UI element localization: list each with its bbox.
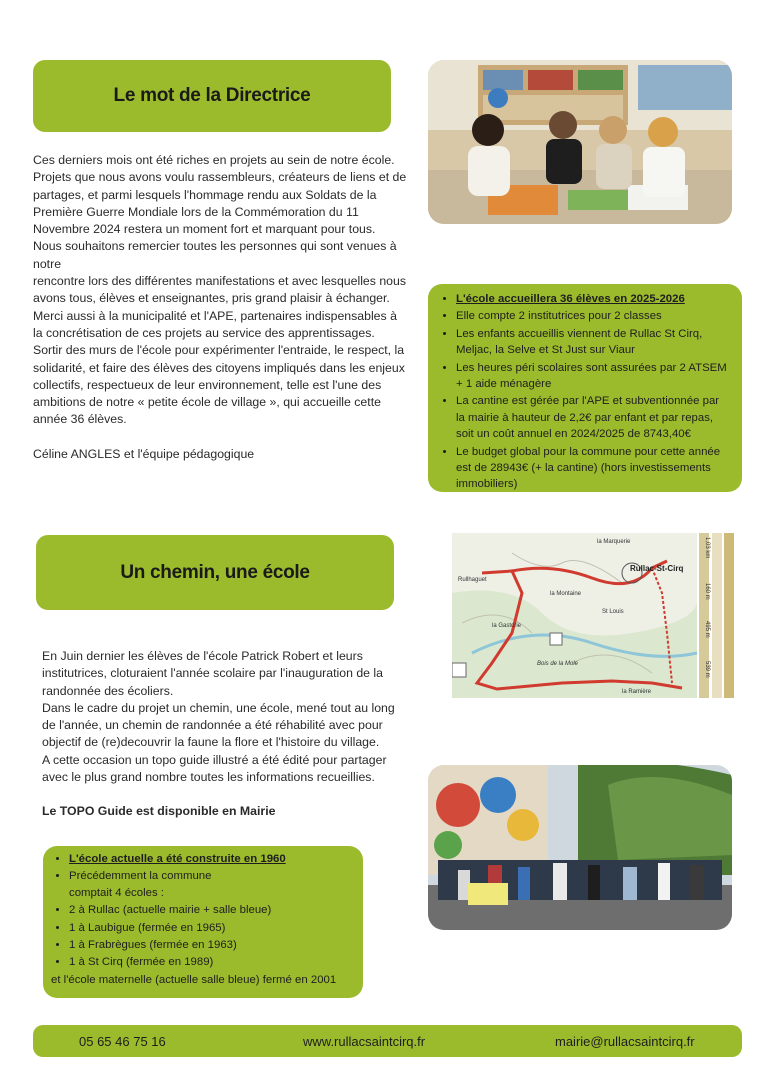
map-label: Rullhaguet [458, 577, 487, 583]
map-label: la Gastorie [492, 623, 522, 629]
map-label: la Ramière [622, 689, 652, 695]
fact-item: • Elle compte 2 institutrices pour 2 classes [456, 308, 730, 324]
directrice-letter [33, 152, 408, 463]
history-item: • 2 à Rullac (actuelle mairie + salle bleue) [69, 902, 355, 918]
footer-website-link[interactable]: www.rullacsaintcirq.fr [303, 1033, 426, 1049]
chemin-paragraph-3: A cette occasion un topo guide illustré a été édité pour partager avec le plus grand nombre toutes les informations recueillies. [42, 752, 387, 785]
map-label: St Louis [602, 609, 624, 615]
footer-email-link[interactable]: mairie@rullacsaintcirq.fr [555, 1033, 695, 1049]
fact-item [456, 291, 730, 307]
history-item [69, 851, 355, 867]
contact-footer [33, 1025, 742, 1057]
fact-item: • Le budget global pour la commune pour cette année est de 28943€ (+ la cantine) (hors investissements immobiliers) [456, 444, 730, 493]
fact-lead-text: L'école accueillera 36 élèves en 2025-2026 [456, 293, 685, 305]
history-item: • 1 à Frabrègues (fermée en 1963) [69, 937, 355, 953]
section-title-directrice [33, 60, 391, 132]
map-label: la Montaine [550, 591, 582, 597]
letter-paragraph-3: rencontre lors des différentes manifestations et avec lesquelles nous avons tous, élèves et enseignantes, pris grand plaisir à échanger. Merci aussi à la municipalité et l'APE, partenaires indispensables à la concrétisation de ces projets au service des apprentissages. [33, 274, 406, 340]
fact-item: • La cantine est gérée par l'APE et subventionnée par la mairie à hauteur de 2,2€ par enfant et par repas, soit un coût annuel en 2024/2025 de 8743,40€ [456, 393, 730, 442]
history-footer-line: et l'école maternelle (actuelle salle bleue) fermé en 2001 [51, 973, 337, 986]
chemin-heading: Un chemin, une école [120, 561, 310, 583]
letter-paragraph-2: Nous souhaitons remercier toutes les personnes qui sont venues à notre [33, 239, 397, 271]
inauguration-photo [428, 765, 732, 930]
map-label: Rullac-St-Cirq [630, 564, 684, 573]
teachers-photo [428, 60, 732, 224]
map-side-value: 495 m [704, 621, 710, 638]
school-facts-box [428, 284, 742, 492]
school-history-box [43, 846, 363, 998]
footer-phone[interactable]: 05 65 46 75 16 [79, 1033, 166, 1049]
history-lead-text: L'école actuelle a été construite en 1960 [69, 853, 286, 865]
chemin-paragraph-2: Dans le cadre du projet un chemin, une école, mené tout au long de l'année, un chemin de randonnée a été réhabilité avec pour objectif de (re)decouvrir la faune la flore et l'histoire du village. [42, 700, 395, 750]
letter-signature: Céline ANGLES et l'équipe pédagogique [33, 446, 255, 461]
school-history-list [51, 851, 355, 971]
topo-guide-note: Le TOPO Guide est disponible en Mairie [42, 804, 276, 819]
map-label: la Marquerie [597, 539, 631, 545]
directrice-heading: Le mot de la Directrice [113, 85, 311, 106]
chemin-paragraph-1: En Juin dernier les élèves de l'école Patrick Robert et leurs institutrices, cloturaient l'année scolaire par l'inauguration de la randonnée des écoliers. [42, 649, 384, 698]
history-item: • Précédemment la commune comptait 4 écoles : [69, 868, 355, 901]
letter-paragraph-1: Ces derniers mois ont été riches en projets au sein de notre école. Projets que nous avons voulu rassembleurs, créateurs de liens et de partages, et parmi lesquels l'hommage rendu aux Soldats de la Première Guerre Mondiale lors de la Commémoration du 11 Novembre 2024 restera un moment fort et marquant pour tous. [33, 153, 407, 237]
map-side-value: 160 m [704, 583, 710, 600]
school-facts-list [438, 291, 730, 493]
chemin-text [42, 648, 402, 821]
map-side-value: 1,03 km [704, 537, 710, 559]
section-title-chemin [36, 535, 394, 610]
history-item: • 1 à St Cirq (fermée en 1989) [69, 954, 355, 970]
fact-item: • Les enfants accueillis viennent de Rullac St Cirq, Meljac, la Selve et St Just sur Viaur [456, 326, 730, 359]
letter-paragraph-4: Sortir des murs de l'école pour expérimenter l'entraide, le respect, la solidarité, et faire des élèves des citoyens impliqués dans les enjeux collectifs, respectueux de leur environnement, telle est l'une des ambitions de notre « petite école de village », qui accueille cette année 36 élèves. [33, 343, 405, 427]
map-side-value: 539 m [704, 661, 710, 678]
fact-item: • Les heures péri scolaires sont assurées par 2 ATSEM + 1 aide ménagère [456, 360, 730, 393]
map-label: Bois de la Mole [537, 661, 579, 667]
hiking-route-map [452, 533, 735, 698]
history-item: • 1 à Laubigue (fermée en 1965) [69, 920, 355, 936]
